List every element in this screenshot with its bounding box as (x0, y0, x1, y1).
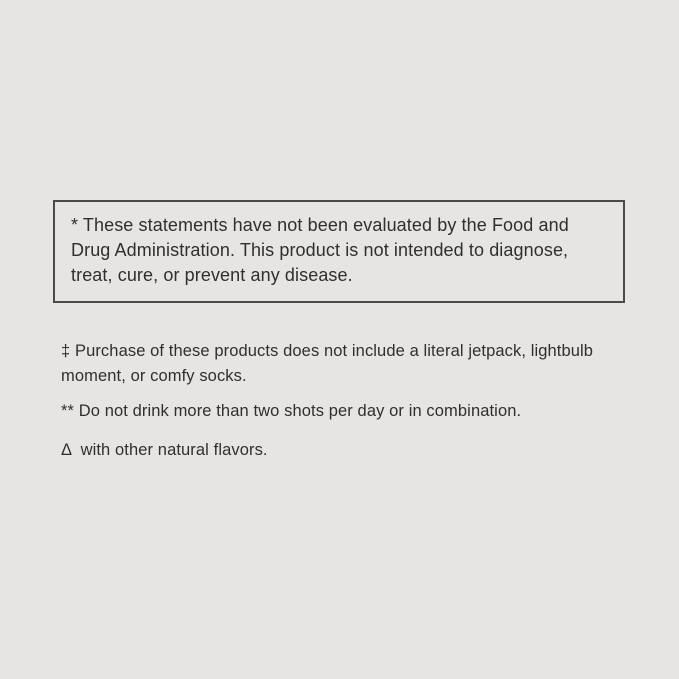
footnote-purchase-line-1: ‡ Purchase of these products does not include a literal jetpack, lightbulb (61, 342, 594, 360)
footnote-purchase-line-2: moment, or comfy socks. (61, 367, 247, 385)
fda-disclaimer-line-1: * These statements have not been evaluated by the Food and (71, 215, 569, 235)
fda-disclaimer-line-2: Drug Administration. This product is not intended to diagnose, (71, 240, 569, 260)
footnote-flavors-line-1: Δ with other natural flavors. (61, 441, 268, 459)
fda-disclaimer-line-3: treat, cure, or prevent any disease. (71, 265, 353, 285)
footnote-natural-flavors (61, 438, 639, 463)
footnote-dosage-line-1: ** Do not drink more than two shots per day or in combination. (61, 402, 522, 420)
fda-disclaimer-box (53, 200, 625, 303)
footnote-dosage-warning (61, 399, 639, 424)
footnote-purchase-disclaimer (61, 339, 639, 389)
